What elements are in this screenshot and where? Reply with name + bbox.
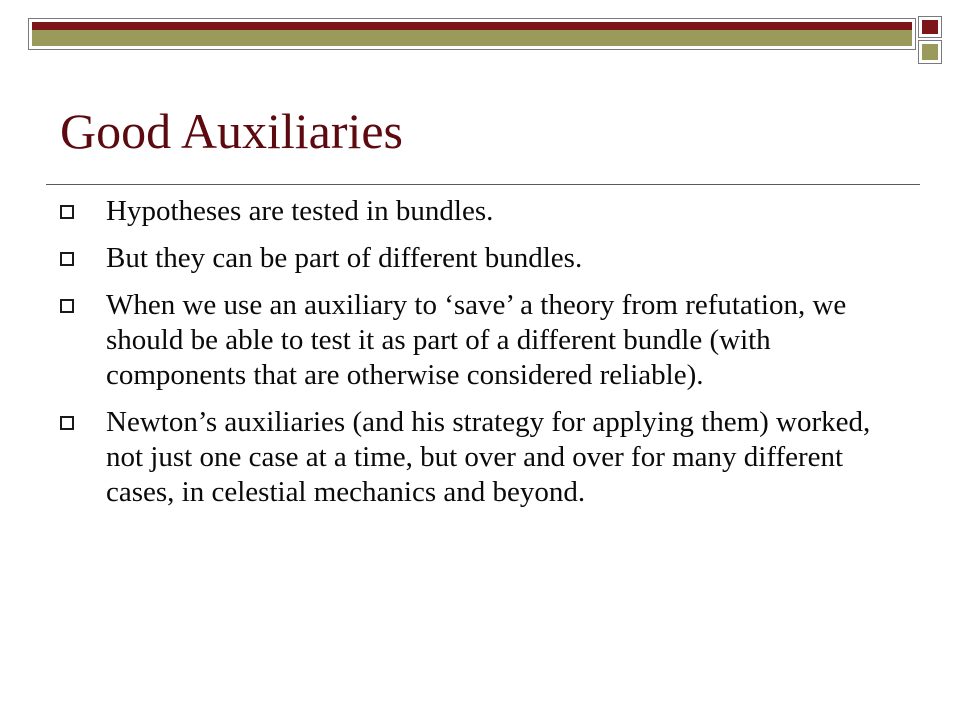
bullet-item <box>60 241 910 276</box>
bullet-text: When we use an auxiliary to ‘save’ a theory from refutation, we should be able to test it as part of a different bundle (with components that are otherwise considered reliable). <box>106 289 847 391</box>
bullet-square-icon <box>60 299 74 313</box>
bullet-square-icon <box>60 416 74 430</box>
bullet-text: Hypotheses are tested in bundles. <box>106 195 494 227</box>
bullet-item <box>60 288 910 393</box>
slide-title: Good Auxiliaries <box>60 103 404 159</box>
title-divider <box>46 184 920 185</box>
bullet-text: Newton’s auxiliaries (and his strategy for applying them) worked, not just one case at a time, but over and over for many different cases, in celestial mechanics and beyond. <box>106 406 871 508</box>
bullet-square-icon <box>60 252 74 266</box>
corner-square-olive <box>918 40 942 64</box>
bullet-square-icon <box>60 205 74 219</box>
header-bar-red-band <box>32 22 912 30</box>
decorative-header-bar <box>28 18 916 50</box>
bullet-item <box>60 194 910 229</box>
header-bar-olive-band <box>32 30 912 46</box>
bullet-item <box>60 405 910 510</box>
bullet-text: But they can be part of different bundles. <box>106 242 583 274</box>
corner-square-red <box>918 16 942 38</box>
bullet-list <box>60 194 910 522</box>
